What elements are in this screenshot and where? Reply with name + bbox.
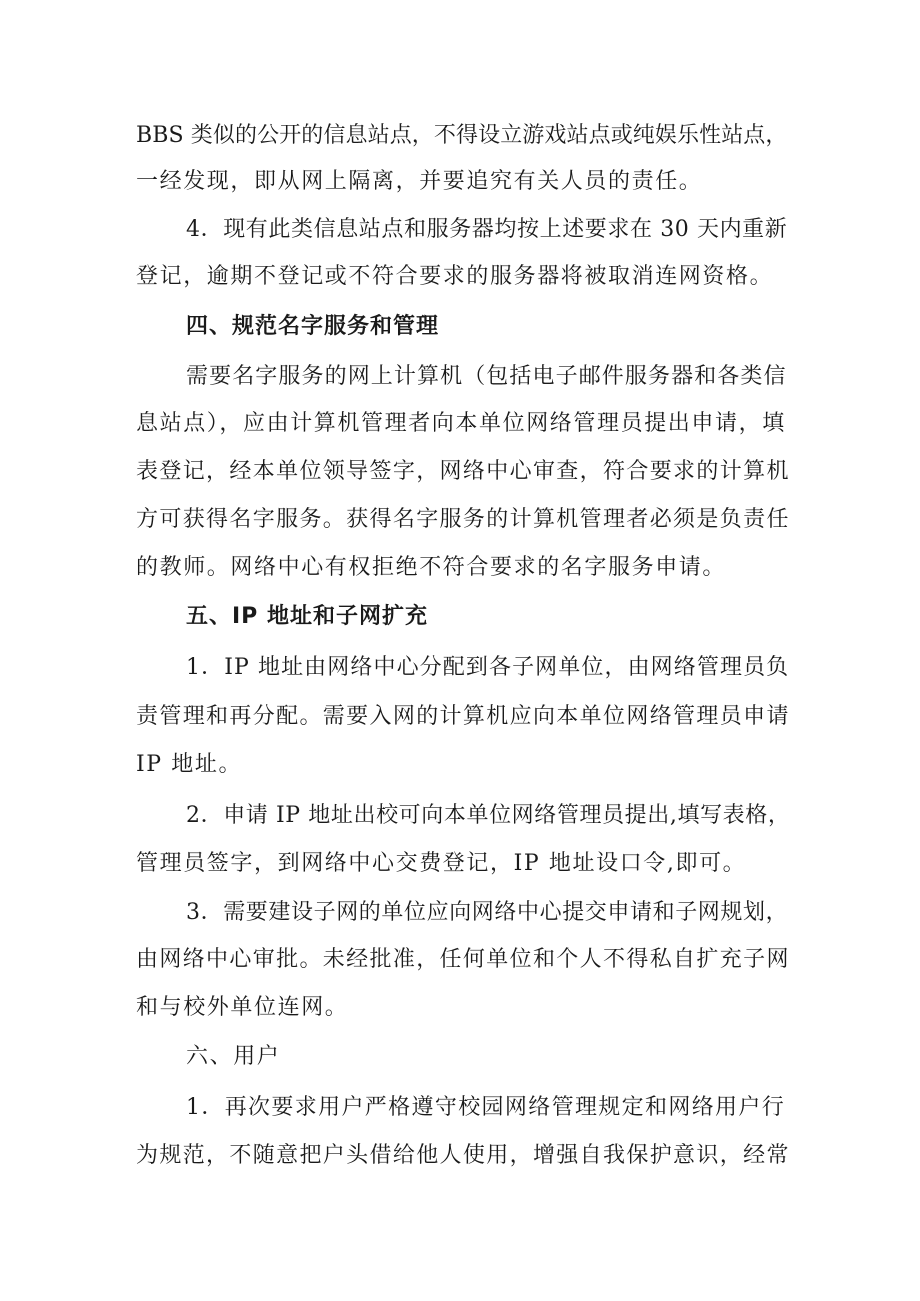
text-line: 1．再次要求用户严格遵守校园网络管理规定和网络用户行 (186, 1095, 786, 1120)
section-heading: 六、用户 (186, 1044, 281, 1069)
text-line: 为规范，不随意把户头借给他人使用，增强自我保护意识，经常 (136, 1143, 790, 1168)
text-line: 由网络中心审批。未经批准，任何单位和个人不得私自扩充子网 (136, 947, 790, 972)
text-line: 2．申请 IP 地址出校可向本单位网络管理员提出,填写表格， (186, 803, 791, 828)
text-line: 管理员签字，到网络中心交费登记，IP 地址设口令,即可。 (136, 851, 747, 876)
text-line: 4．现有此类信息站点和服务器均按上述要求在 30 天内重新 (186, 217, 788, 242)
text-line: 一经发现，即从网上隔离，并要追究有关人员的责任。 (136, 169, 703, 194)
text-line: 责管理和再分配。需要入网的计算机应向本单位网络管理员申请 (136, 704, 790, 729)
text-line: 方可获得名字服务。获得名字服务的计算机管理者必须是负责任 (136, 507, 790, 532)
section-heading: 四、规范名字服务和管理 (186, 314, 440, 339)
text-line: 1．IP 地址由网络中心分配到各子网单位，由网络管理员负 (186, 655, 790, 680)
text-line: BBS 类似的公开的信息站点，不得设立游戏站点或纯娱乐性站点， (136, 123, 788, 148)
section-heading: 五、IP 地址和子网扩充 (186, 604, 428, 629)
text-line: 息站点），应由计算机管理者向本单位网络管理员提出申请，填 (136, 411, 786, 436)
text-line: IP 地址。 (136, 752, 243, 777)
text-line: 需要名字服务的网上计算机（包括电子邮件服务器和各类信 (186, 364, 787, 389)
text-line: 的教师。网络中心有权拒绝不符合要求的名字服务申请。 (136, 555, 727, 580)
text-line: 3．需要建设子网的单位应向网络中心提交申请和子网规划， (186, 900, 789, 925)
text-line: 和与校外单位连网。 (136, 995, 349, 1020)
text-line: 表登记，经本单位领导签字，网络中心审查，符合要求的计算机 (136, 459, 790, 484)
text-line: 登记，逾期不登记或不符合要求的服务器将被取消连网资格。 (136, 264, 774, 289)
